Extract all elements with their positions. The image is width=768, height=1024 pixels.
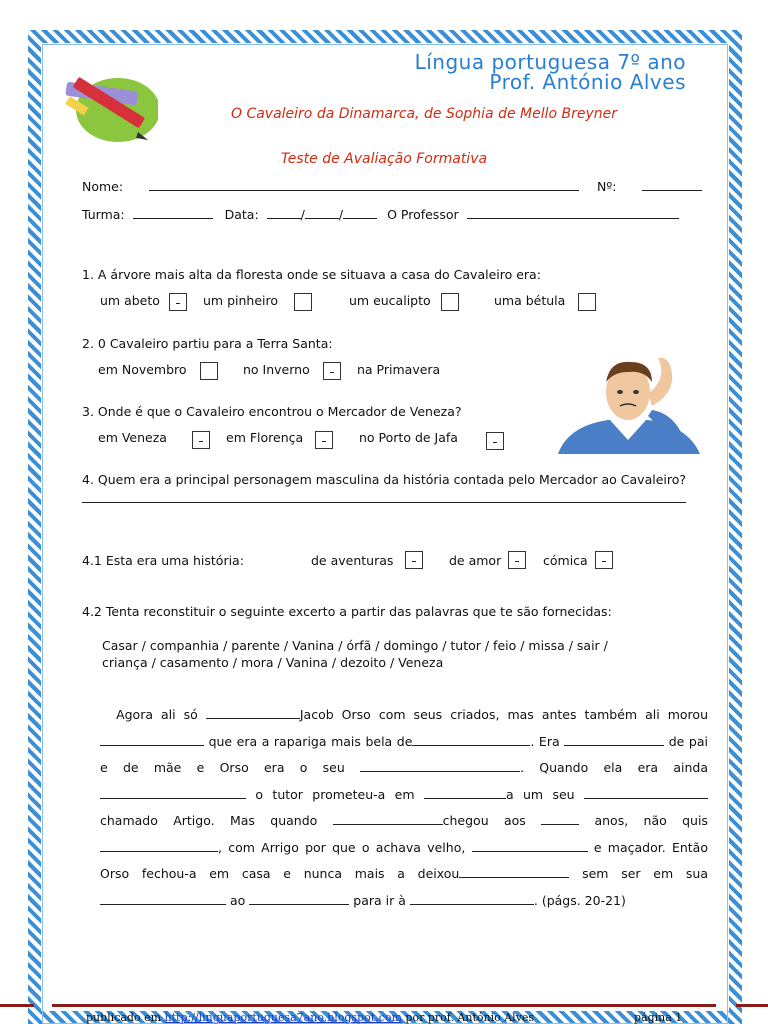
document-subtitle: Teste de Avaliação Formativa: [280, 151, 488, 167]
q1-checkbox-1[interactable]: [169, 293, 187, 311]
q41-checkbox-1[interactable]: [405, 551, 423, 569]
excerpt-blank-14[interactable]: [100, 893, 226, 905]
excerpt-blank-16[interactable]: [410, 893, 534, 905]
q41-option-2: de amor: [449, 553, 502, 568]
excerpt-blank-10[interactable]: [541, 813, 579, 825]
excerpt-blank-15[interactable]: [249, 893, 349, 905]
word-bank-line-1: Casar / companhia / parente / Vanina / órfã / domingo / tutor / feio / missa / sair /: [102, 638, 608, 653]
blog-link[interactable]: http://linguaportuguesa7ano.blogspot.com: [164, 1011, 402, 1024]
excerpt-blank-13[interactable]: [459, 866, 569, 878]
question-4-2: 4.2 Tenta reconstituir o seguinte excerto a partir das palavras que te são fornecidas:: [82, 604, 612, 619]
excerpt-paragraph: [100, 702, 708, 914]
q2-option-3: na Primavera: [357, 362, 441, 377]
q3-checkbox-3[interactable]: [486, 432, 504, 450]
excerpt-text: a um seu: [505, 786, 575, 802]
q41-option-1: de aventuras: [311, 553, 394, 568]
date-day-field[interactable]: [267, 207, 301, 219]
excerpt-text: Agora ali só: [116, 707, 198, 722]
footer-rule-left: [0, 1004, 34, 1007]
question-4: 4. Quem era a principal personagem masculina da história contada pelo Mercador ao Cavaleiro?: [82, 472, 687, 487]
q41-checkbox-3[interactable]: [595, 551, 613, 569]
excerpt-blank-12[interactable]: [472, 840, 588, 852]
q2-checkbox-2[interactable]: [323, 362, 341, 380]
excerpt-text: . Era: [530, 733, 560, 749]
excerpt-blank-6[interactable]: [100, 787, 246, 799]
number-field[interactable]: [642, 179, 702, 191]
excerpt-blank-1[interactable]: [206, 707, 300, 719]
q41-option-3: cómica: [543, 553, 588, 568]
q3-checkbox-1[interactable]: [192, 431, 210, 449]
q1-checkbox-4[interactable]: [578, 293, 596, 311]
question-3: 3. Onde é que o Cavaleiro encontrou o Mercador de Veneza?: [82, 404, 462, 419]
date-slash: /: [338, 207, 344, 222]
question-4-1: 4.1 Esta era uma história:: [82, 553, 244, 568]
footer-rule-right: [736, 1004, 768, 1007]
excerpt-text: . Quando ela era ainda: [520, 760, 708, 775]
footer-published-label: publicado em: [86, 1011, 162, 1024]
excerpt-text: ao: [229, 892, 246, 908]
excerpt-text: chegou aos: [442, 813, 526, 828]
q1-checkbox-3[interactable]: [441, 293, 459, 311]
q41-checkbox-2[interactable]: [508, 551, 526, 569]
class-row: [82, 207, 679, 222]
excerpt-text: para ir à: [353, 892, 406, 908]
excerpt-text: e maçador. Então Orso fechou-a em casa e nunca mais a deixou: [100, 839, 708, 881]
excerpt-blank-3[interactable]: [412, 734, 530, 746]
footer-credit: [86, 1011, 534, 1024]
q2-option-2: no Inverno: [243, 362, 310, 377]
header-teacher: Prof. António Alves: [489, 70, 686, 94]
q2-option-1: em Novembro: [98, 362, 187, 377]
q3-option-1: em Veneza: [98, 430, 167, 445]
class-field[interactable]: [133, 207, 213, 219]
number-label: Nº:: [597, 179, 617, 194]
excerpt-blank-11[interactable]: [100, 840, 218, 852]
excerpt-text: sem ser em sua: [582, 866, 708, 881]
q3-option-3: no Porto de Jafa: [359, 430, 458, 445]
q1-option-4: uma bétula: [494, 293, 566, 308]
q1-option-1: um abeto: [100, 293, 160, 308]
excerpt-blank-4[interactable]: [564, 734, 664, 746]
header-course: Língua portuguesa 7º ano: [414, 50, 686, 74]
excerpt-text: Jacob Orso com seus criados, mas antes também ali morou: [299, 707, 708, 722]
document-title: O Cavaleiro da Dinamarca, de Sophia de Mello Breyner: [230, 106, 618, 122]
date-label: Data:: [224, 207, 259, 222]
excerpt-blank-5[interactable]: [360, 760, 520, 772]
q1-checkbox-2[interactable]: [294, 293, 312, 311]
excerpt-blank-7[interactable]: [424, 787, 506, 799]
date-slash: /: [300, 207, 305, 222]
q4-answer-line[interactable]: [82, 502, 686, 503]
footer-rule: [52, 1004, 716, 1007]
excerpt-text: , com Arrigo por que o achava velho,: [218, 839, 466, 855]
teacher-field[interactable]: [467, 207, 679, 219]
name-label: Nome:: [82, 179, 124, 194]
name-field[interactable]: [149, 179, 579, 191]
excerpt-text: anos, não quis: [594, 813, 708, 828]
q2-checkbox-1[interactable]: [200, 362, 218, 380]
excerpt-text: de pai e de mãe e Orso era o seu: [100, 733, 708, 775]
excerpt-text: chamado Artigo. Mas quando: [100, 813, 318, 828]
excerpt-blank-9[interactable]: [333, 813, 443, 825]
question-2: 2. 0 Cavaleiro partiu para a Terra Santa:: [82, 336, 333, 351]
q1-option-3: um eucalipto: [349, 293, 431, 308]
teacher-label: O Professor: [387, 207, 459, 222]
q3-option-2: em Florença: [226, 430, 304, 445]
word-bank-line-2: criança / casamento / mora / Vanina / dezoito / Veneza: [102, 655, 444, 670]
excerpt-blank-2[interactable]: [100, 734, 204, 746]
excerpt-text: . (págs. 20-21): [533, 892, 626, 908]
thinking-man-clipart-icon: [548, 354, 710, 454]
q1-option-2: um pinheiro: [203, 293, 278, 308]
q3-checkbox-2[interactable]: [315, 431, 333, 449]
question-1: 1. A árvore mais alta da floresta onde se situava a casa do Cavaleiro era:: [82, 267, 541, 282]
date-year-field[interactable]: [343, 207, 377, 219]
name-row: [82, 179, 702, 194]
excerpt-text: o tutor prometeu-a em: [255, 786, 415, 802]
excerpt-blank-8[interactable]: [584, 787, 708, 799]
page-number: página 1: [634, 1011, 683, 1024]
class-label: Turma:: [82, 207, 125, 222]
excerpt-text: que era a rapariga mais bela de: [208, 733, 413, 749]
date-month-field[interactable]: [305, 207, 339, 219]
footer-author: por prof. António Alves: [405, 1011, 535, 1024]
